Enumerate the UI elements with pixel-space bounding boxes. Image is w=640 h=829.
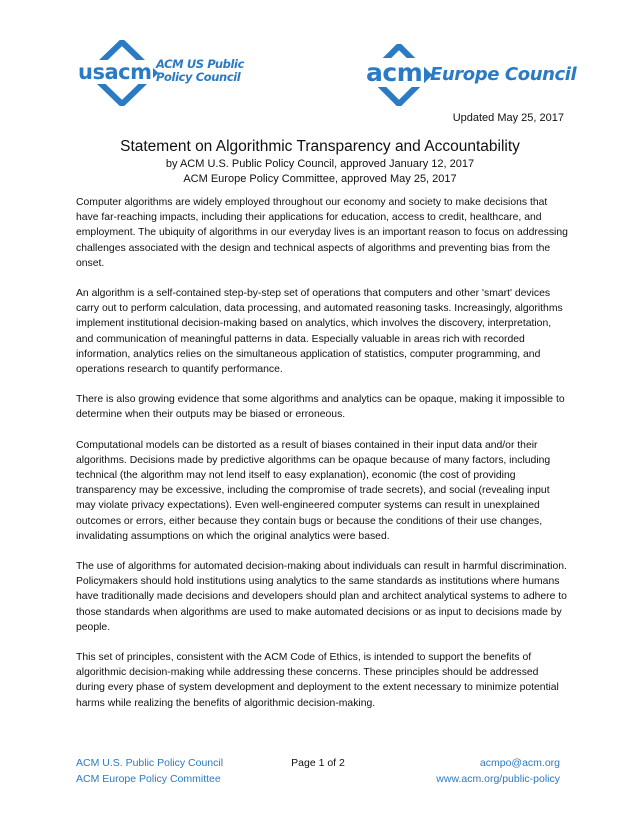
body-paragraph: Computer algorithms are widely employed throughout our economy and society to make decisions that have far-reaching impacts, including their applications for education, access to credit, healthcare, and employment. The ubiquity of algorithms in our everyday lives is an important reason to focus on addressing challenges associated with the design and technical aspects of algorithms and preventing bias from the onset. [76, 197, 568, 269]
document-body [76, 195, 568, 726]
body-paragraph: Computational models can be distorted as a result of biases contained in their input data and/or their algorithms. Decisions made by predictive algorithms can be opaque because of many factors, including technical (the algorithm may not lend itself to easy explanation), economic (the cost of providing transparency may be excessive, including the compromise of trade secrets), and social (revealing input may violate privacy expectations). Even well-engineered computer systems can result in unexplained outcomes or errors, either because they contain bugs or because the conditions of their use changes, invalidating assumptions on which the original analytics were based. [76, 439, 551, 542]
document-title: Statement on Algorithmic Transparency and Accountability [120, 138, 520, 155]
europe-logo-text: Europe Council [430, 64, 577, 85]
footer-usacm-name: ACM U.S. Public Policy Council [76, 757, 224, 769]
acm-wordmark: acm [366, 58, 423, 87]
byline-europe: ACM Europe Policy Committee, approved May 25, 2017 [183, 173, 457, 185]
body-paragraph: An algorithm is a self-contained step-by-step set of operations that computers and other 'smart' devices carry out to perform calculation, data processing, and automated reasoning tasks. Increasingly, algorithms implement institutional decision-making based on analytics, which involves the discovery, interpretation, and communication of meaningful patterns in data. Especially valuable in areas rich with recorded information, analytics relies on the simultaneous application of statistics, computer programming, and operations research to quantify performance. [76, 288, 563, 376]
body-paragraph: There is also growing evidence that some algorithms and analytics can be opaque, making it impossible to determine when their outputs may be biased or erroneous. [76, 394, 565, 421]
body-paragraph: This set of principles, consistent with the ACM Code of Ethics, is intended to support the benefits of algorithmic decision-making while addressing these concerns. These principles should be addressed during every phase of system development and deployment to the extent necessary to minimize potential harms while realizing the benefits of algorithmic decision-making. [76, 652, 559, 709]
byline-usacm: by ACM U.S. Public Policy Council, approved January 12, 2017 [165, 158, 475, 170]
body-paragraph: The use of algorithms for automated decision-making about individuals can result in harmful discrimination. Policymakers should hold institutions using analytics to the same standards as institutions where humans have traditionally made decisions and developers should plan and architect analytical systems to adhere to those standards when algorithms are used to make automated decisions or as input to decisions made by people. [76, 561, 567, 633]
footer-right [436, 755, 560, 787]
usacm-logo-text: ACM US Public Policy Council [156, 57, 244, 84]
footer-website-link[interactable]: www.acm.org/public-policy [436, 773, 560, 785]
page-number: Page 1 of 2 [291, 757, 345, 769]
usacm-wordmark: usacm [78, 60, 152, 84]
footer-email-link[interactable]: acmpo@acm.org [479, 757, 560, 769]
footer-europe-name: ACM Europe Policy Committee [76, 773, 221, 785]
updated-date: Updated May 25, 2017 [452, 112, 564, 124]
